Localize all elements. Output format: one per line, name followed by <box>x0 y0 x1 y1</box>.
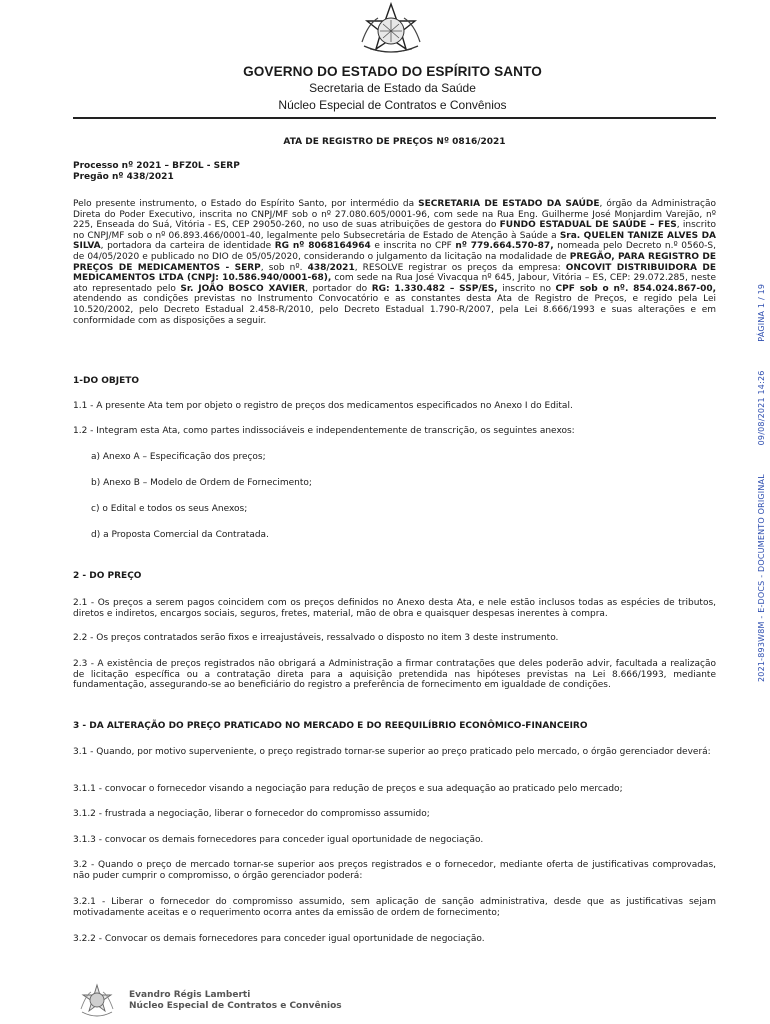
intro-bold-run: nº 779.664.570-87, <box>455 241 554 252</box>
signatory-unit: Núcleo Especial de Contratos e Convênios <box>129 1001 342 1011</box>
header-divider <box>73 117 716 119</box>
intro-bold-run: SECRETARIA DE ESTADO DA SAÚDE <box>418 199 600 209</box>
clause-3-2-2: 3.2.2 - Convocar os demais fornecedores para conceder igual oportunidade de negociação. <box>73 934 485 944</box>
intro-text-run: e inscrita no CPF <box>370 241 456 252</box>
clause-3-2: 3.2 - Quando o preço de mercado tornar-se superior aos preços registrados e o fornecedor, mediante oferta de justificativas comprovadas, não puder cumprir o compromisso, o órgão gerenciador poderá: <box>73 860 716 881</box>
intro-bold-run: FUNDO ESTADUAL DE SAÚDE – FES <box>499 220 677 231</box>
processo-number: Processo nº 2021 – BFZ0L - SERP <box>73 161 240 171</box>
intro-text-run: , portador do <box>305 283 372 294</box>
intro-bold-run: RG: 1.330.482 – SSP/ES, <box>371 283 498 294</box>
section-3-title: 3 - DA ALTERAÇÃO DO PREÇO PRATICADO NO MERCADO E DO REEQUILÍBRIO ECONÔMICO-FINANCEIRO <box>73 721 588 731</box>
intro-text-run: atendendo as condições previstas no Instrumento Convocatório e as constantes desta Ata de Registro de Preços, e regido pela Lei 10.520/2002, pelo Decreto Estadual 2.458-R/2010, pelo Decreto Estadual 1.790-R/2007, pela Lei 8.666/1993 e suas alterações e em conformidade com as disposições a seguir. <box>73 294 716 326</box>
clause-2-2: 2.2 - Os preços contratados serão fixos e irreajustáveis, ressalvado o disposto no item 3 deste instrumento. <box>73 633 559 643</box>
annex-c: c) o Edital e todos os seus Anexos; <box>91 504 248 514</box>
section-1-title: 1-DO OBJETO <box>73 376 140 386</box>
coat-of-arms-seal-icon <box>356 2 426 58</box>
intro-bold-run: ONCOVIT DISTRIBUIDORA DE MEDICAMENTOS LTDA (CNPJ: 10.586.940/0001-68), <box>73 262 716 284</box>
edocs-stamp <box>757 258 766 682</box>
stamp-code: 2021-893W8M - E-DOCS - DOCUMENTO ORIGINAL <box>757 474 766 682</box>
stamp-datetime: 09/08/2021 14:26 <box>757 370 766 446</box>
secretariat-subtitle: Secretaria de Estado da Saúde <box>309 81 476 95</box>
ata-title: ATA DE REGISTRO DE PREÇOS Nº 0816/2021 <box>283 137 506 147</box>
annex-b: b) Anexo B – Modelo de Ordem de Fornecimento; <box>91 478 312 488</box>
annex-d: d) a Proposta Comercial da Contratada. <box>91 530 269 540</box>
clause-1-1: 1.1 - A presente Ata tem por objeto o registro de preços dos medicamentos especificados no Anexo I do Edital. <box>73 401 573 411</box>
clause-2-1: 2.1 - Os preços a serem pagos coincidem com os preços definidos no Anexo desta Ata, e nele estão inclusos todas as espécies de tributos, diretos e indiretos, encargos sociais, seguros, fretes, material, mão de obra e quaisquer despesas inerentes à compra. <box>73 598 716 619</box>
section-2-title: 2 - DO PREÇO <box>73 571 142 581</box>
intro-bold-run: Sr. JOÃO BOSCO XAVIER <box>180 283 306 294</box>
intro-text-run: , RESOLVE registrar os preços da empresa: <box>354 262 566 273</box>
intro-text-run: inscrito no <box>497 283 556 294</box>
intro-bold-run: RG nº 8068164964 <box>274 241 371 252</box>
intro-bold-run: 438/2021 <box>307 262 355 273</box>
clause-3-2-1: 3.2.1 - Liberar o fornecedor do compromisso assumido, sem aplicação de sanção administrativa, desde que as justificativas sejam motivadamente aceitas e o requerimento ocorra antes da emissão de ordem de fornecimento; <box>73 897 716 918</box>
footer-signatory <box>129 990 342 1012</box>
coat-of-arms-footer-icon <box>78 983 116 1019</box>
annex-a: a) Anexo A – Especificação dos preços; <box>91 452 266 462</box>
clause-3-1: 3.1 - Quando, por motivo superveniente, o preço registrado tornar-se superior ao preço praticado pelo mercado, o órgão gerenciador deverá: <box>73 747 711 757</box>
clause-3-1-3: 3.1.3 - convocar os demais fornecedores para conceder igual oportunidade de negociação. <box>73 835 484 845</box>
signatory-name: Evandro Régis Lamberti <box>129 990 251 1000</box>
intro-bold-run: CPF sob o nº. 854.024.867-00, <box>555 283 717 294</box>
stamp-page: PÁGINA 1 / 19 <box>757 283 766 342</box>
intro-paragraph <box>73 199 716 326</box>
intro-text-run: com sede na Rua José Vivacqua nº 645, Jabour, Vitória – ES, CEP: 29.072.285, neste ato representado pelo <box>73 273 716 294</box>
intro-text-run: , portadora da carteira de identidade <box>100 241 275 252</box>
intro-bold-run: PREGÃO, PARA REGISTRO DE PREÇOS DE MEDICAMENTOS - SERP <box>73 251 716 273</box>
intro-bold-run: Sra. QUELEN TANIZE ALVES DA SILVA <box>73 230 717 252</box>
clause-3-1-1: 3.1.1 - convocar o fornecedor visando a negociação para redução de preços e sua adequação ao praticado pelo mercado; <box>73 784 623 794</box>
unit-subtitle: Núcleo Especial de Contratos e Convênios <box>278 98 507 112</box>
clause-3-1-2: 3.1.2 - frustrada a negociação, liberar o fornecedor do compromisso assumido; <box>73 809 430 819</box>
pregao-number: Pregão nº 438/2021 <box>73 172 174 182</box>
intro-text-run: , sob nº. <box>260 262 308 273</box>
clause-2-3: 2.3 - A existência de preços registrados não obrigará a Administração a firmar contratações que deles poderão advir, facultada a realização de licitação específica ou a contratação direta para a aquisição pretendida nas hipóteses previstas na Lei 8.666/1993, mediante fundamentação, assegurando-se ao beneficiário do registro a preferência de fornecimento em igualdade de condições. <box>73 659 716 691</box>
clause-1-2: 1.2 - Integram esta Ata, como partes indissociáveis e independentemente de transcrição, os seguintes anexos: <box>73 426 575 436</box>
intro-text-run: , órgão da Administração Direta do Poder Executivo, inscrita no CNPJ/MF sob o nº 27.080.605/0001-96, com sede na Rua Eng. Guilherme José Monjardim Varejão, nº 225, Enseada do Suá, Vitória - ES, CEP 29050-260, no uso de suas atribuições de gestora do <box>73 199 716 231</box>
government-title: GOVERNO DO ESTADO DO ESPÍRITO SANTO <box>243 64 542 79</box>
intro-text-run: nomeada pelo Decreto n.º 0560-S, de 04/05/2020 e publicado no DIO de 05/05/2020, considerando o julgamento da licitação na modalidade de <box>73 241 716 262</box>
intro-text-run: Pelo presente instrumento, o Estado do Espírito Santo, por intermédio da <box>73 199 419 209</box>
intro-text-run: , inscrito no CNPJ/MF sob o nº 06.893.466/0001-40, legalmente pelo Subsecretária de Estado de Atenção à Saúde a <box>73 220 716 241</box>
